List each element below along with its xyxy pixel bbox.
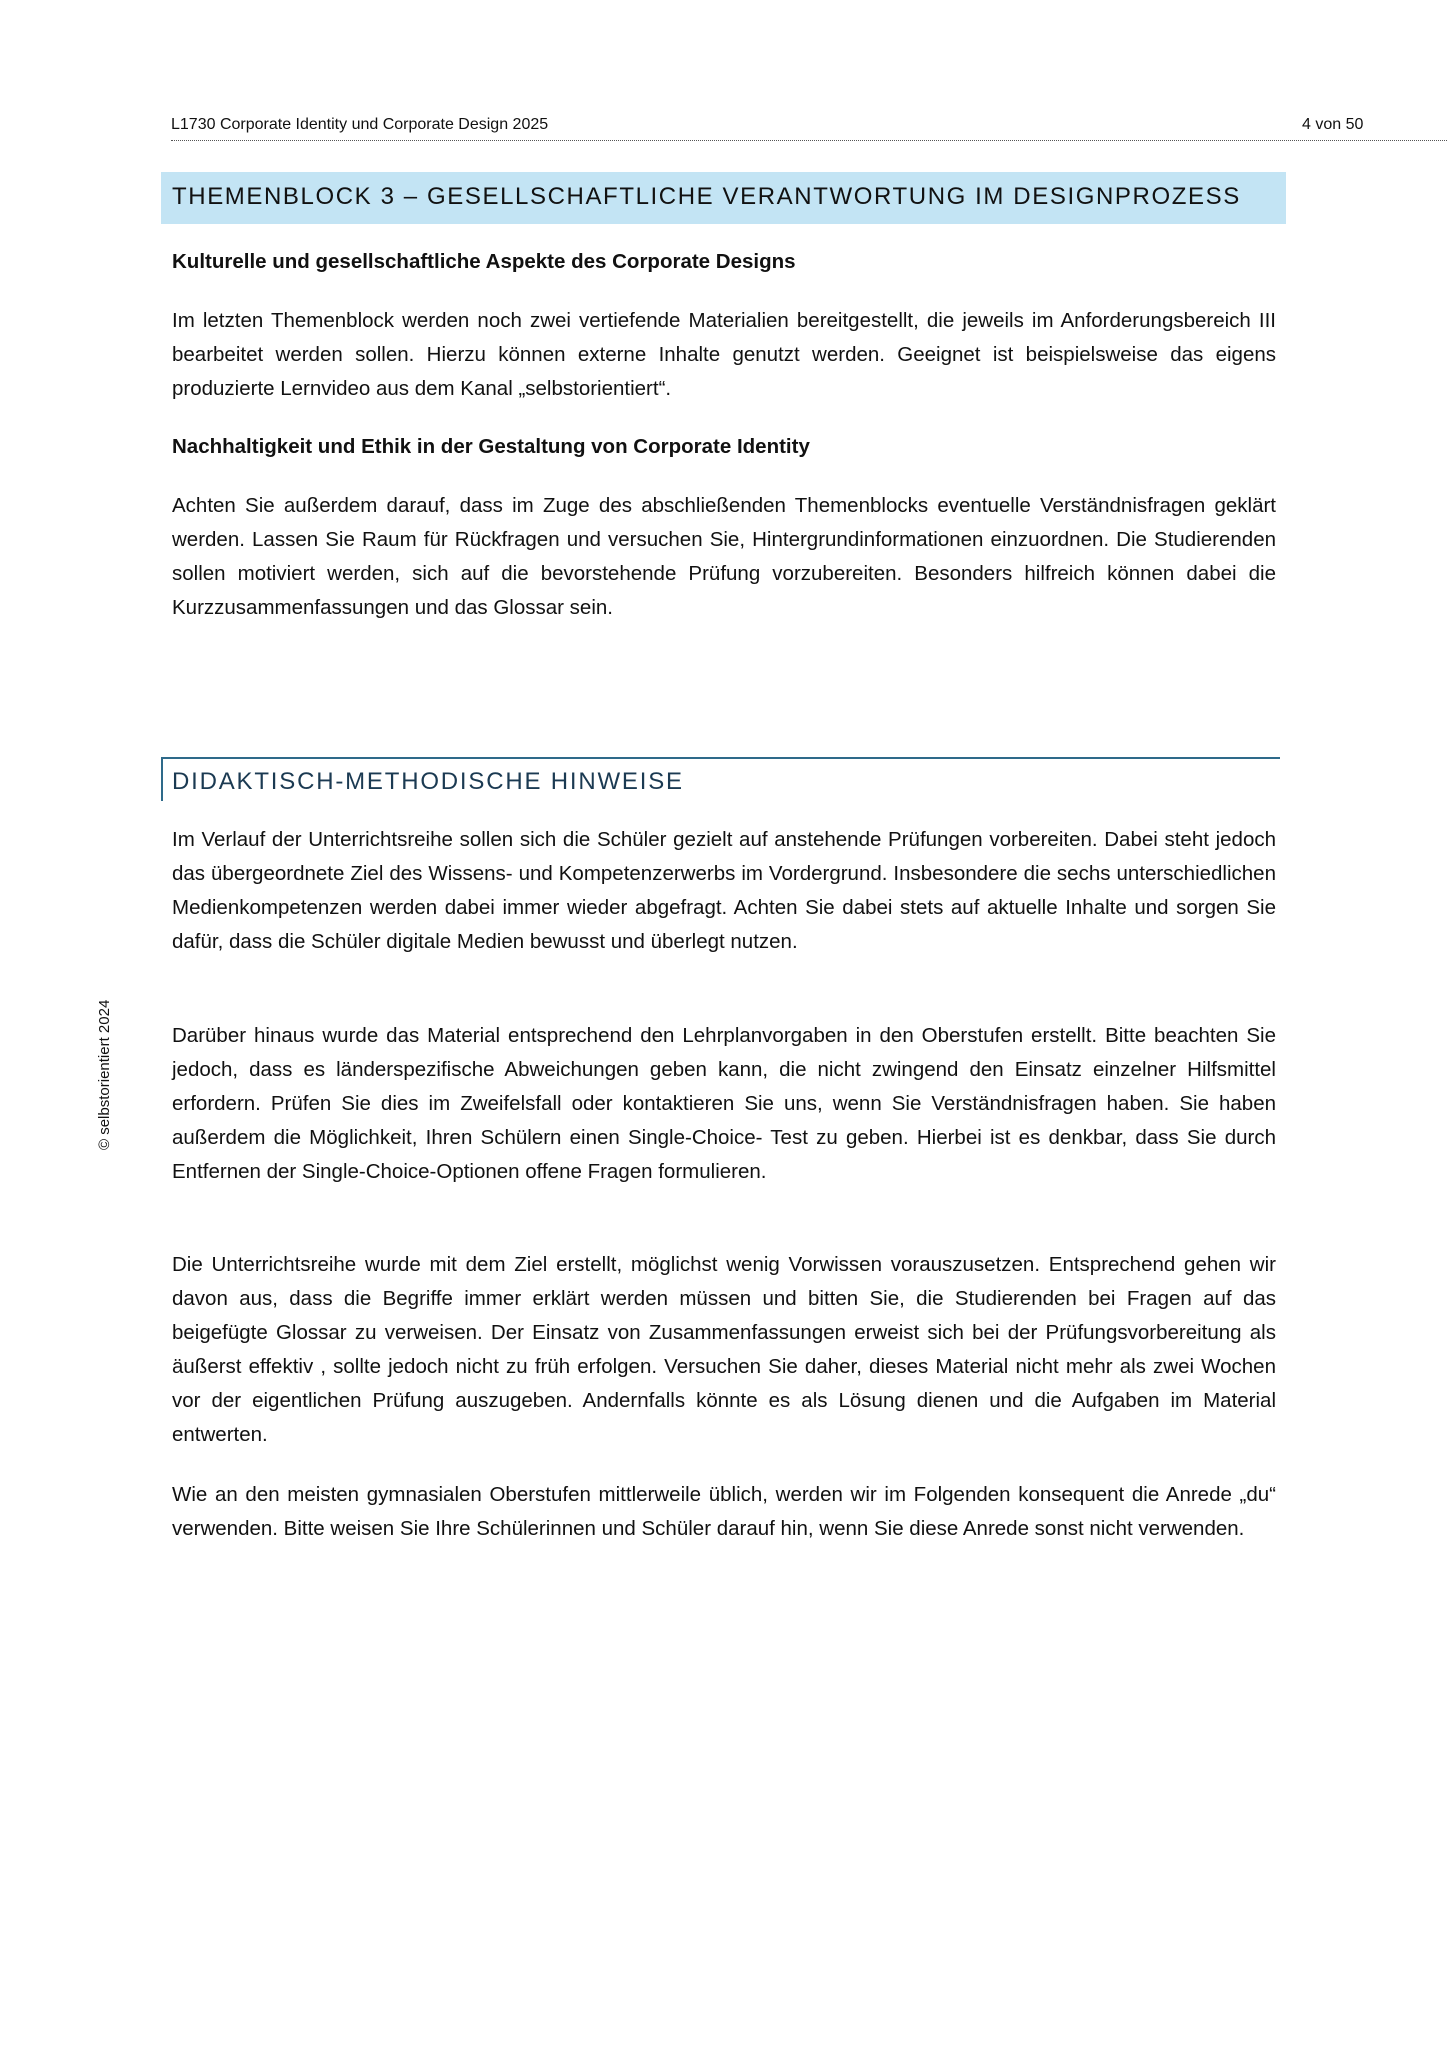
section-sustainability-ethics <box>172 435 1276 459</box>
paragraph <box>172 1478 1276 1546</box>
paragraph-text: Darüber hinaus wurde das Material entsprechend den Lehrplanvorgaben in den Oberstufen erstellt. Bitte beachten Sie jedoch, dass es länderspezifische Abweichungen geben kann, die nicht zwingend den Einsatz einzelner Hilfsmittel erfordern. Prüfen Sie dies im Zweifelsfall oder kontaktieren Sie uns, wenn Sie Verständnisfragen haben. Sie haben außerdem die Möglichkeit, Ihren Schülern einen Single-Choice- Test zu geben. Hierbei ist es denkbar, dass Sie durch Entfernen der Single-Choice-Optionen offene Fragen formulieren. <box>172 1024 1276 1183</box>
sub-heading: Nachhaltigkeit und Ethik in der Gestaltung von Corporate Identity <box>172 435 810 458</box>
paragraph-text: Im Verlauf der Unterrichtsreihe sollen sich die Schüler gezielt auf anstehende Prüfungen vorbereiten. Dabei steht jedoch das übergeordnete Ziel des Wissens- und Kompetenzerwerbs im Vordergrund. Insbesondere die sechs unterschiedlichen Medienkompetenzen werden dabei immer wieder abgefragt. Achten Sie dabei stets auf aktuelle Inhalte und sorgen Sie dafür, dass die Schüler digitale Medien bewusst und überlegt nutzen. <box>172 828 1276 953</box>
document-title: L1730 Corporate Identity und Corporate Design 2025 <box>171 116 549 133</box>
sub-heading: Kulturelle und gesellschaftliche Aspekte des Corporate Designs <box>172 250 796 273</box>
section-cultural-aspects <box>172 250 1276 274</box>
didaktik-section-title: DIDAKTISCH-METHODISCHE HINWEISE <box>161 757 1280 801</box>
paragraph-text: Im letzten Themenblock werden noch zwei vertiefende Materialien bereitgestellt, die jeweils im Anforderungsbereich III bearbeitet werden sollen. Hierzu können externe Inhalte genutzt werden. Geeignet ist beispielsweise das eigens produzierte Lernvideo aus dem Kanal „selbstorientiert“. <box>172 309 1276 400</box>
paragraph-text: Achten Sie außerdem darauf, dass im Zuge des abschließenden Themenblocks eventuelle Verständnisfragen geklärt werden. Lassen Sie Raum für Rückfragen und versuchen Sie, Hintergrundinformationen einzuordnen. Die Studierenden sollen motiviert werden, sich auf die bevorstehende Prüfung vorzubereiten. Besonders hilfreich können dabei die Kurzzusammenfassungen und das Glossar sein. <box>172 494 1276 619</box>
paragraph <box>172 489 1276 625</box>
paragraph-text: Wie an den meisten gymnasialen Oberstufen mittlerweile üblich, werden wir im Folgenden konsequent die Anrede „du“ verwenden. Bitte weisen Sie Ihre Schülerinnen und Schüler darauf hin, wenn Sie diese Anrede sonst nicht verwenden. <box>172 1483 1276 1540</box>
paragraph <box>172 304 1276 406</box>
paragraph-text: Die Unterrichtsreihe wurde mit dem Ziel erstellt, möglichst wenig Vorwissen vorauszusetzen. Entsprechend gehen wir davon aus, dass die Begriffe immer erklärt werden müssen und bitten Sie, die Studierenden bei Fragen auf das beigefügte Glossar zu verweisen. Der Einsatz von Zusammenfassungen erweist sich bei der Prüfungsvorbereitung als äußerst effektiv , sollte jedoch nicht zu früh erfolgen. Versuchen Sie daher, dieses Material nicht mehr als zwei Wochen vor der eigentlichen Prüfung auszugeben. Andernfalls könnte es als Lösung dienen und die Aufgaben im Material entwerten. <box>172 1253 1276 1446</box>
themenblock-title: THEMENBLOCK 3 – GESELLSCHAFTLICHE VERANTWORTUNG IM DESIGNPROZESS <box>161 172 1286 224</box>
page-indicator: 4 von 50 <box>1302 116 1364 133</box>
paragraph <box>172 1019 1276 1189</box>
copyright-note: © selbstorientiert 2024 <box>96 999 113 1150</box>
page-header <box>171 114 1447 141</box>
paragraph <box>172 1248 1276 1452</box>
paragraph <box>172 823 1276 959</box>
